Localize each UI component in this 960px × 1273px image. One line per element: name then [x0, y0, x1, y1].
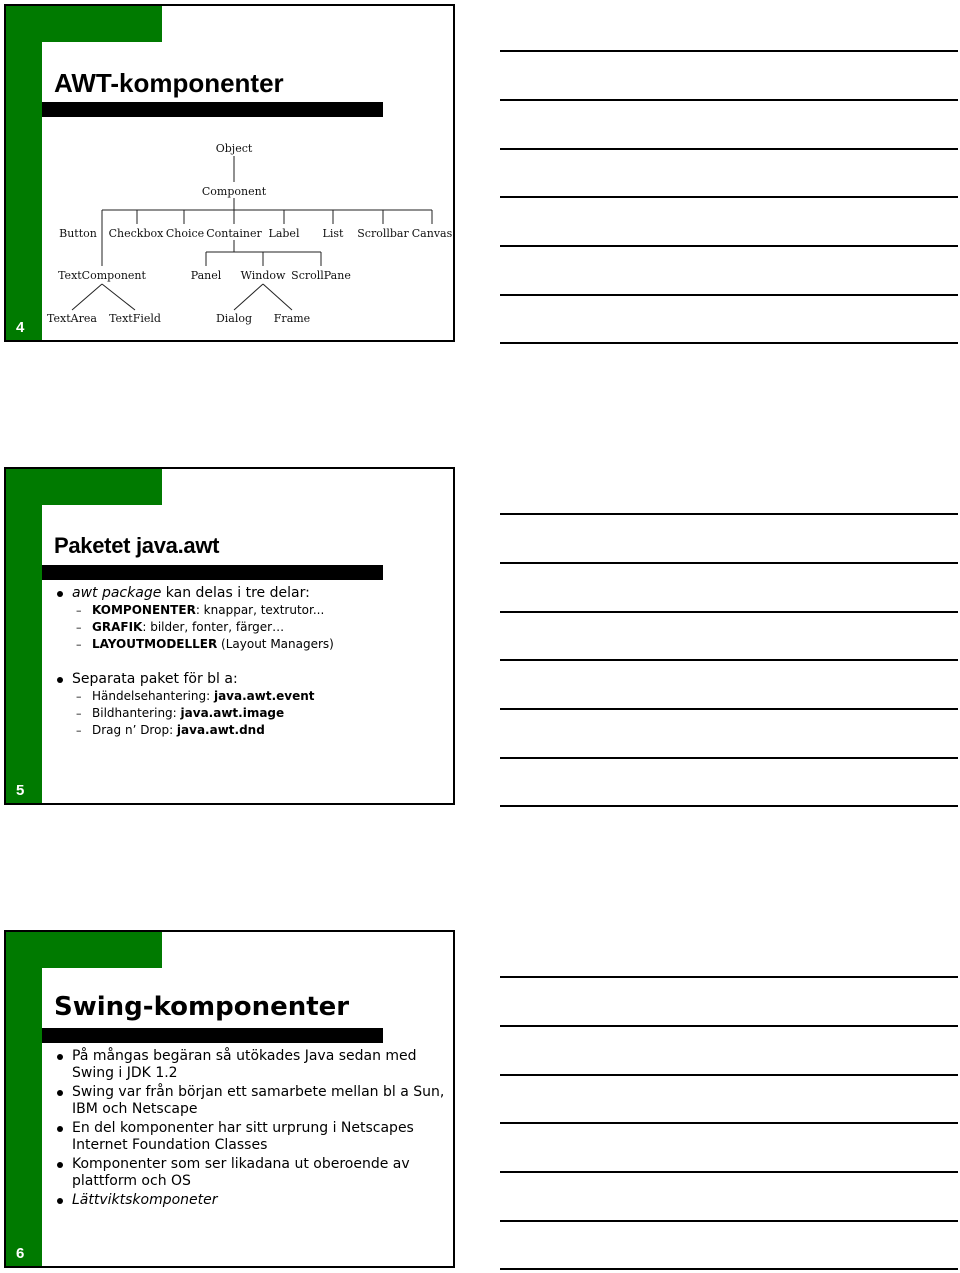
sub-bullet-item: – Drag n’ Drop: java.awt.dnd: [54, 722, 449, 739]
bullet-item: Separata paket för bl a:: [54, 671, 449, 688]
title-underline-bar: [42, 102, 383, 117]
bullet-list: [54, 585, 449, 739]
node-button: Button: [59, 227, 97, 240]
sub-bullet-item: – KOMPONENTER: knappar, textrutor...: [54, 602, 449, 619]
node-label: Label: [268, 227, 300, 240]
sub-bullet-item: – LAYOUTMODELLER (Layout Managers): [54, 636, 449, 653]
title-underline-bar: [42, 1028, 383, 1043]
node-checkbox: Checkbox: [108, 227, 164, 240]
node-textcomponent: TextComponent: [58, 269, 146, 282]
bullet-item: En del komponenter har sitt urprung i Netscapes Internet Foundation Classes: [54, 1120, 454, 1153]
node-textarea: TextArea: [47, 312, 97, 325]
node-component: Component: [201, 185, 267, 198]
bullet-item: På mångas begäran så utökades Java sedan med Swing i JDK 1.2: [54, 1048, 454, 1081]
slide-number: 5: [16, 782, 25, 799]
sub-bullet-item: – GRAFIK: bilder, fonter, färger…: [54, 619, 449, 636]
slide-number: 6: [16, 1245, 25, 1262]
slide-accent-top: [6, 932, 162, 968]
slide-accent-bar: [6, 469, 42, 803]
node-frame: Frame: [273, 312, 311, 325]
title-underline-bar: [42, 565, 383, 580]
node-canvas: Canvas: [411, 227, 453, 240]
slide-title: AWT-komponenter: [54, 68, 284, 98]
sub-bullet-item: – Händelsehantering: java.awt.event: [54, 688, 449, 705]
slide-accent-top: [6, 6, 162, 42]
awt-class-hierarchy-diagram: [36, 134, 455, 334]
node-object: Object: [215, 142, 253, 155]
slide-5: [4, 467, 455, 805]
bullet-list: [54, 1048, 454, 1212]
slide-number: 4: [16, 319, 25, 336]
node-scrollbar: Scrollbar: [357, 227, 409, 240]
node-choice: Choice: [165, 227, 205, 240]
node-list: List: [322, 227, 344, 240]
slide-accent-bar: [6, 932, 42, 1266]
node-textfield: TextField: [109, 312, 161, 325]
bullet-italic-text: awt package: [72, 585, 162, 601]
node-window: Window: [240, 269, 286, 282]
bullet-item: Komponenter som ser likadana ut oberoende av plattform och OS: [54, 1156, 454, 1189]
bullet-item: Lättviktskomponeter: [54, 1192, 454, 1209]
slide-accent-top: [6, 469, 162, 505]
slide-4: [4, 4, 455, 342]
sub-bullet-item: – Bildhantering: java.awt.image: [54, 705, 449, 722]
slide-6: [4, 930, 455, 1268]
node-dialog: Dialog: [215, 312, 253, 325]
node-scrollpane: ScrollPane: [291, 269, 351, 282]
slide-title: Paketet java.awt: [54, 533, 220, 558]
bullet-item: awt package kan delas i tre delar:: [54, 585, 449, 602]
node-container: Container: [206, 227, 262, 240]
slide-title: Swing-komponenter: [54, 992, 350, 1022]
node-panel: Panel: [190, 269, 222, 282]
bullet-item: Swing var från början ett samarbete mellan bl a Sun, IBM och Netscape: [54, 1084, 454, 1117]
